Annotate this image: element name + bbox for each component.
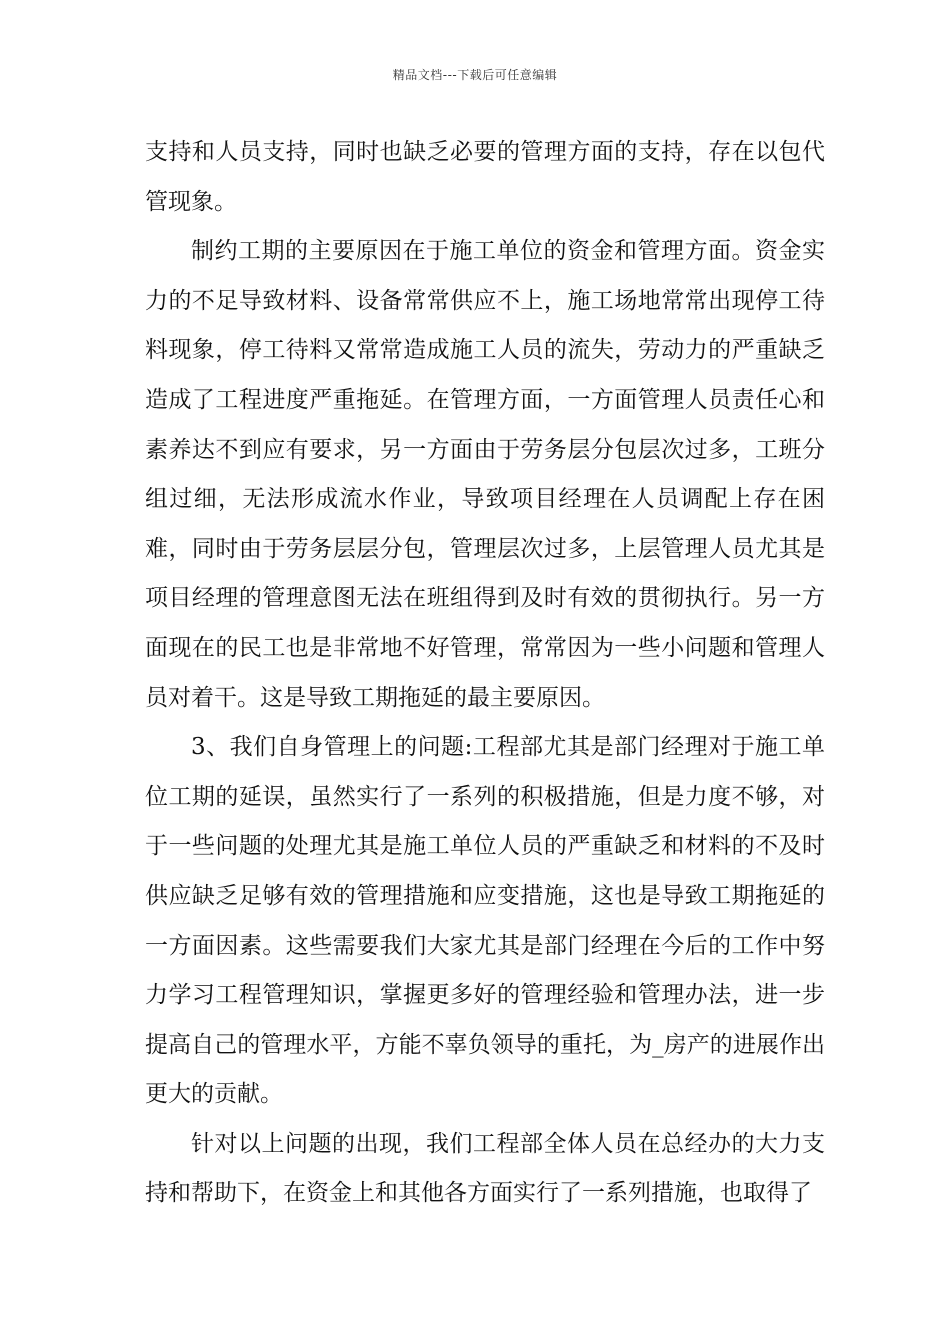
- paragraph-continuation: 支持和人员支持，同时也缺乏必要的管理方面的支持，存在以包代管现象。: [145, 139, 825, 215]
- paragraph-internal-management: 3、我们自身管理上的问题:工程部尤其是部门经理对于施工单位工期的延误，虽然实行了一系列的积极措施，但是力度不够，对于一些问题的处理尤其是施工单位人员的严重缺乏和材料的不及时供应缺乏足够有效的管理措施和应变措施，这也是导致工期拖延的一方面因素。这些需要我们大家尤其是部门经理在今后的工作中努力学习工程管理知识，掌握更多好的管理经验和管理办法，进一步提高自己的管理水平，方能不辜负领导的重托，为_房产的进展作出更大的贡献。: [145, 734, 825, 1108]
- paragraph-measures: 针对以上问题的出现，我们工程部全体人员在总经办的大力支持和帮助下，在资金上和其他各方面实行了一系列措施，也取得了: [145, 1130, 825, 1207]
- page-header: 精品文档---下载后可任意编辑: [392, 68, 558, 82]
- document-body: [145, 128, 825, 1219]
- paragraph-schedule-causes: 制约工期的主要原因在于施工单位的资金和管理方面。资金实力的不足导致材料、设备常常供应不上，施工场地常常出现停工待料现象，停工待料又常常造成施工人员的流失，劳动力的严重缺乏造成了工程进度严重拖延。在管理方面，一方面管理人员责任心和素养达不到应有要求，另一方面由于劳务层分包层次过多，工班分组过细，无法形成流水作业，导致项目经理在人员调配上存在困难，同时由于劳务层层分包，管理层次过多，上层管理人员尤其是项目经理的管理意图无法在班组得到及时有效的贯彻执行。另一方面现在的民工也是非常地不好管理，常常因为一些小问题和管理人员对着干。这是导致工期拖延的最主要原因。: [145, 238, 825, 711]
